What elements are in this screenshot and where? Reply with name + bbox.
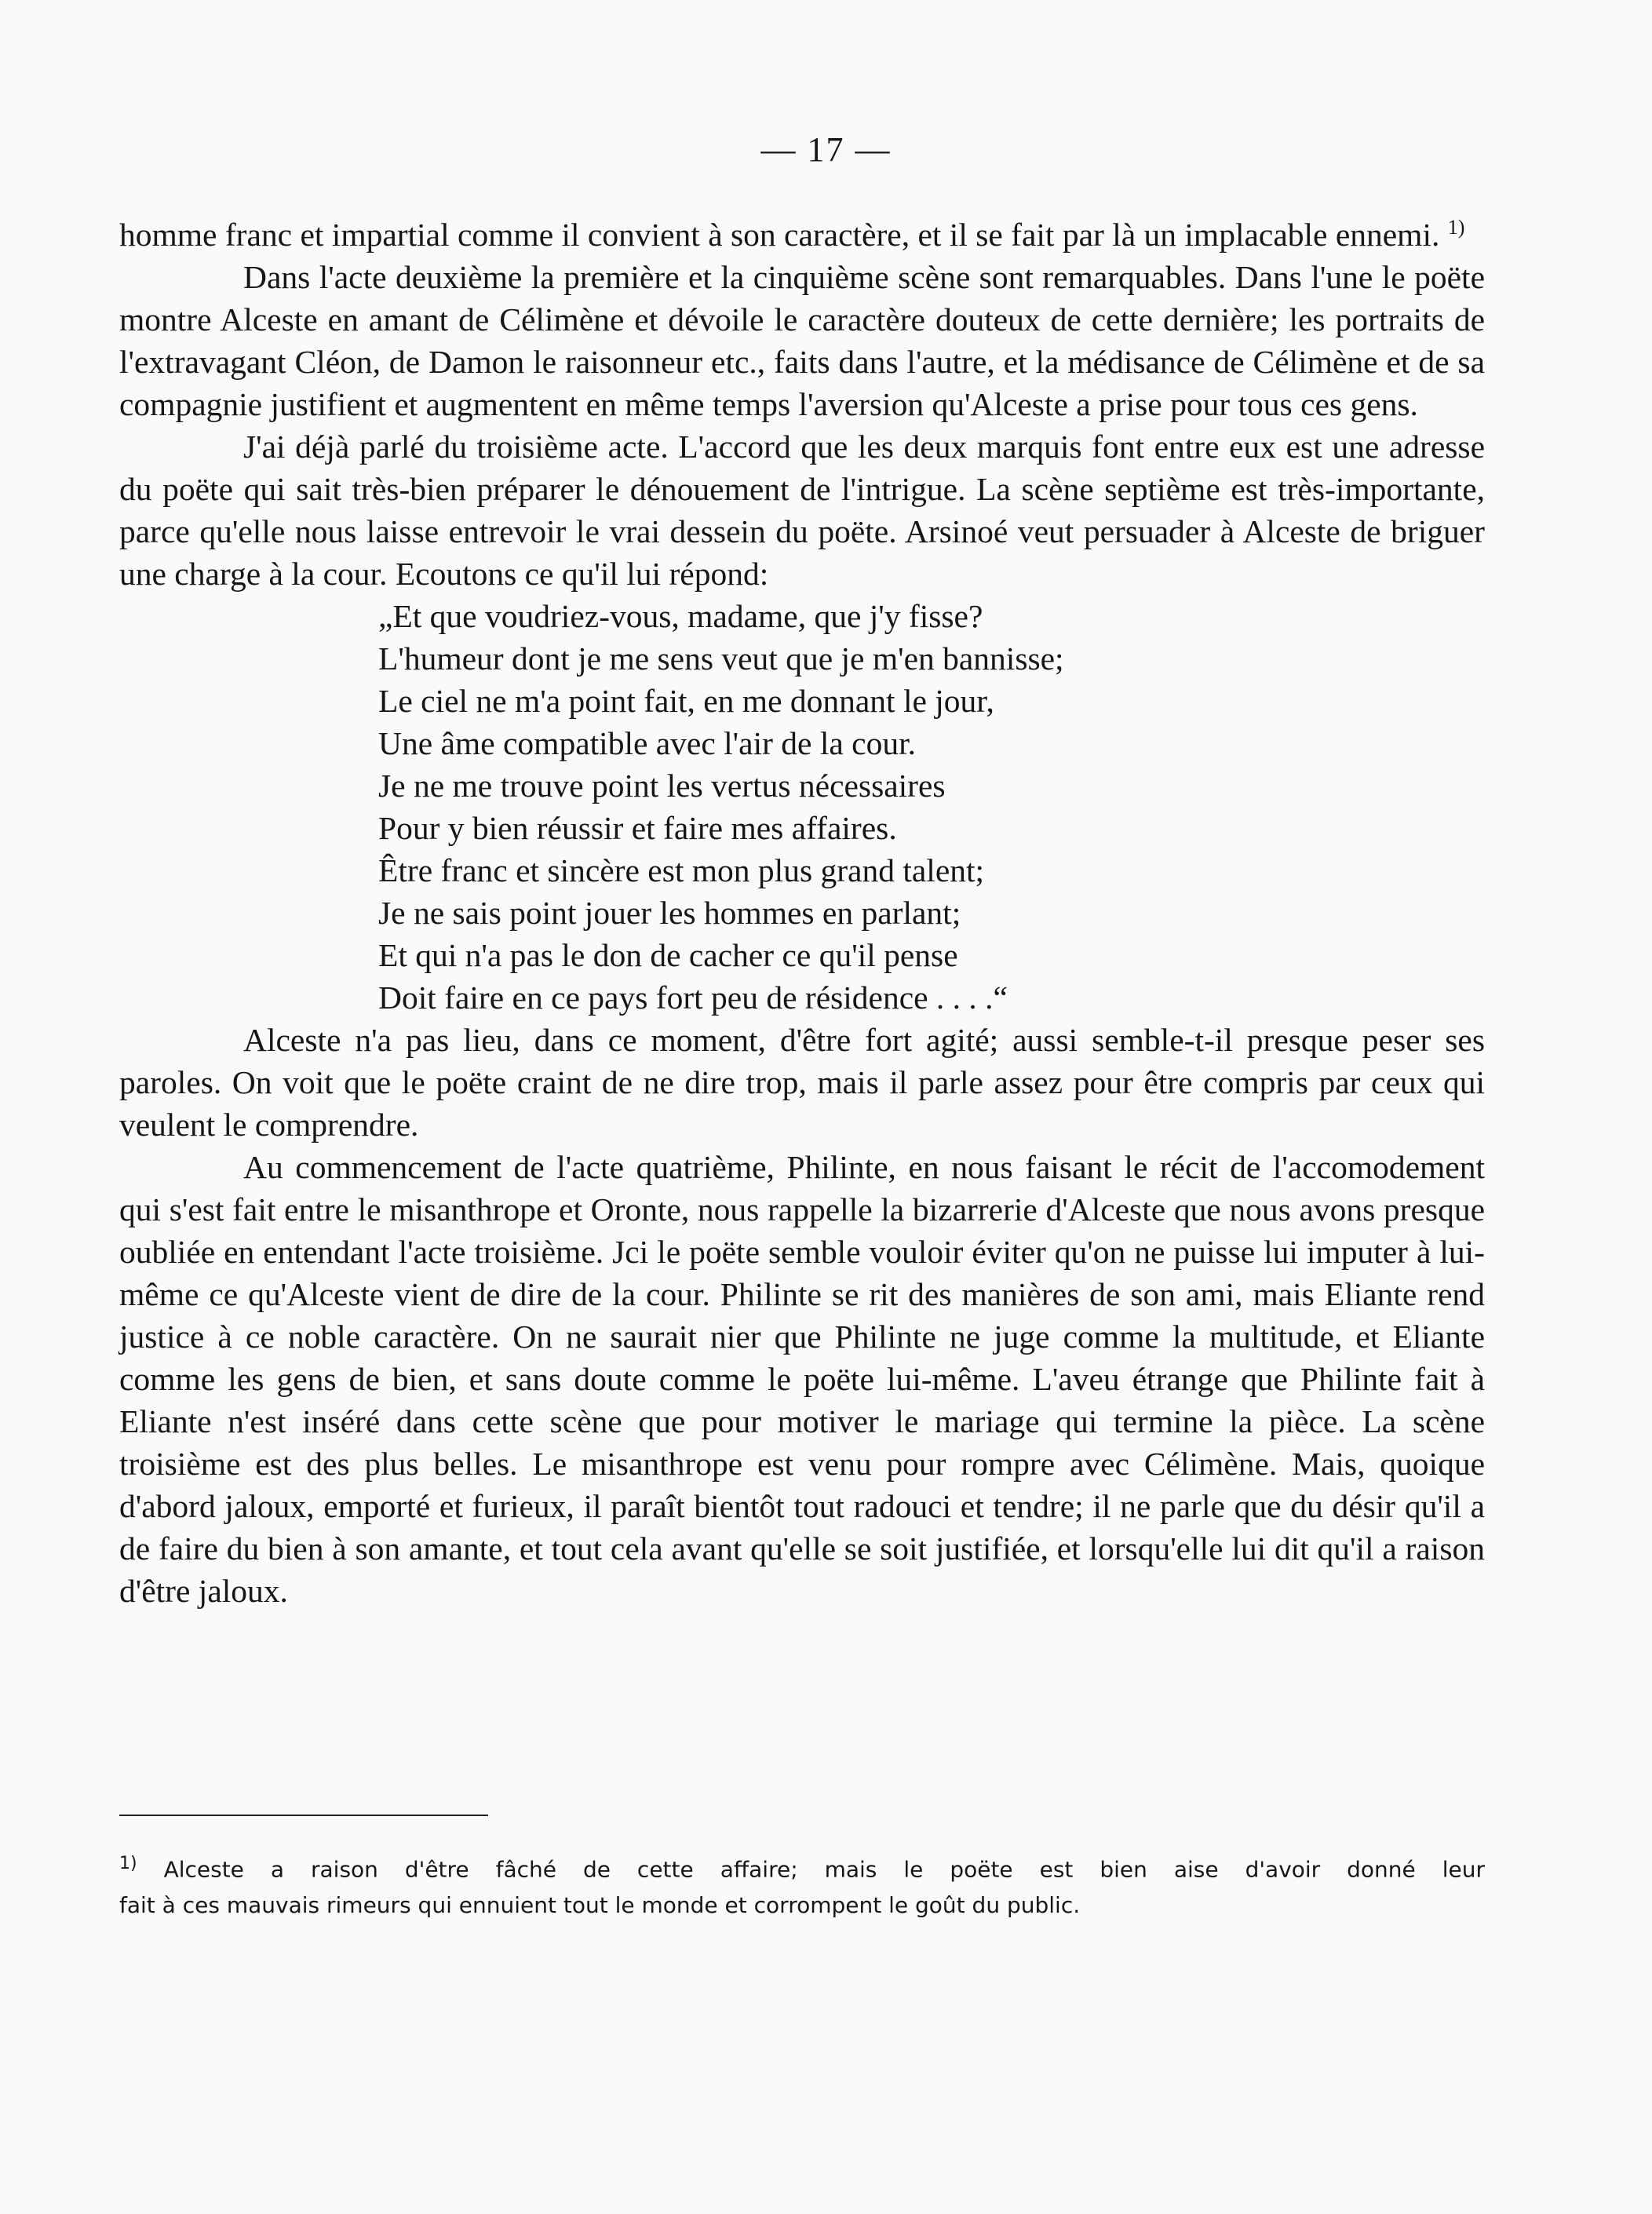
footnote-marker: 1) (119, 1854, 137, 1873)
footnote-divider (119, 1815, 488, 1816)
verse-line: Pour y bien réussir et faire mes affaires. (378, 810, 897, 846)
verse-line: Une âme compatible avec l'air de la cour. (378, 725, 916, 761)
verse-line: Je ne sais point jouer les hommes en parlant; (378, 895, 961, 931)
verse-line: Je ne me trouve point les vertus nécessaires (378, 768, 946, 804)
paragraph-5: Au commencement de l'acte quatrième, Philinte, en nous faisant le récit de l'accomodement qui s'est fait entre le misanthrope et Oronte, nous rappelle la bizarrerie d'Alceste que nous avons presque oubliée en entendant l'acte troisième. Jci le poëte semble vouloir éviter qu'on ne puisse lui imputer à lui-même ce qu'Alceste vient de dire de la cour. Philinte se rit des manières de son ami, mais Eliante rend justice à ce noble caractère. On ne saurait nier que Philinte ne juge comme la multitude, et Eliante comme les gens de bien, et sans doute comme le poëte lui-même. L'aveu étrange que Philinte fait à Eliante n'est inséré dans cette scène que pour motiver le mariage qui termine la pièce. La scène troisième est des plus belles. Le misanthrope est venu pour rompre avec Célimène. Mais, quoique d'abord jaloux, emporté et furieux, il paraît bientôt tout radouci et tendre; il ne parle que du désir qu'il a de faire du bien à son amante, et tout cela avant qu'elle se soit justifiée, et lorsqu'elle lui dit qu'il a raison d'être jaloux. (119, 1149, 1485, 1609)
paragraph-1-text: homme franc et impartial comme il convient à son caractère, et il se fait par là un implacable ennemi. (119, 217, 1440, 253)
verse-line: Le ciel ne m'a point fait, en me donnant le jour, (378, 683, 994, 719)
main-text (119, 213, 1485, 1612)
verse-line: L'humeur dont je me sens veut que je m'en bannisse; (378, 640, 1064, 677)
verse-line: Doit faire en ce pays fort peu de résidence . . . .“ (378, 979, 1008, 1016)
verse-line: „Et que voudriez-vous, madame, que j'y fisse? (378, 598, 983, 634)
paragraph-1 (119, 213, 1485, 256)
paragraph-3: J'ai déjà parlé du troisième acte. L'accord que les deux marquis font entre eux est une adresse du poëte qui sait très-bien préparer le dénouement de l'intrigue. La scène septième est très-importante, parce qu'elle nous laisse entrevoir le vrai dessein du poëte. Arsinoé veut persuader à Alceste de briguer une charge à la cour. Ecoutons ce qu'il lui répond: (119, 429, 1485, 592)
paragraph-4: Alceste n'a pas lieu, dans ce moment, d'être fort agité; aussi semble-t-il presque peser ses paroles. On voit que le poëte craint de ne dire trop, mais il parle assez pour être compris par ceux qui veulent le comprendre. (119, 1022, 1485, 1143)
footnote-reference: 1) (1447, 216, 1465, 239)
verse-line: Et qui n'a pas le don de cacher ce qu'il pense (378, 937, 958, 973)
footnote-line-2: fait à ces mauvais rimeurs qui ennuient tout le monde et corrompent le goût du public. (119, 1892, 1081, 1919)
footnote (119, 1846, 1485, 1924)
paragraph-2: Dans l'acte deuxième la première et la cinquième scène sont remarquables. Dans l'une le poëte montre Alceste en amant de Célimène et dévoile le caractère douteux de cette dernière; les portraits de l'extravagant Cléon, de Damon le raisonneur etc., faits dans l'autre, et la médisance de Célimène et de sa compagnie justifient et augmentent en même temps l'aversion qu'Alceste a prise pour tous ces gens. (119, 259, 1485, 422)
verse-line: Être franc et sincère est mon plus grand talent; (378, 852, 985, 888)
footnote-line-1: Alceste a raison d'être fâché de cette affaire; mais le poëte est bien aise d'avoir donné leur (163, 1856, 1485, 1883)
verse-quotation (378, 595, 1485, 1019)
page-number: — 17 — (760, 130, 892, 169)
